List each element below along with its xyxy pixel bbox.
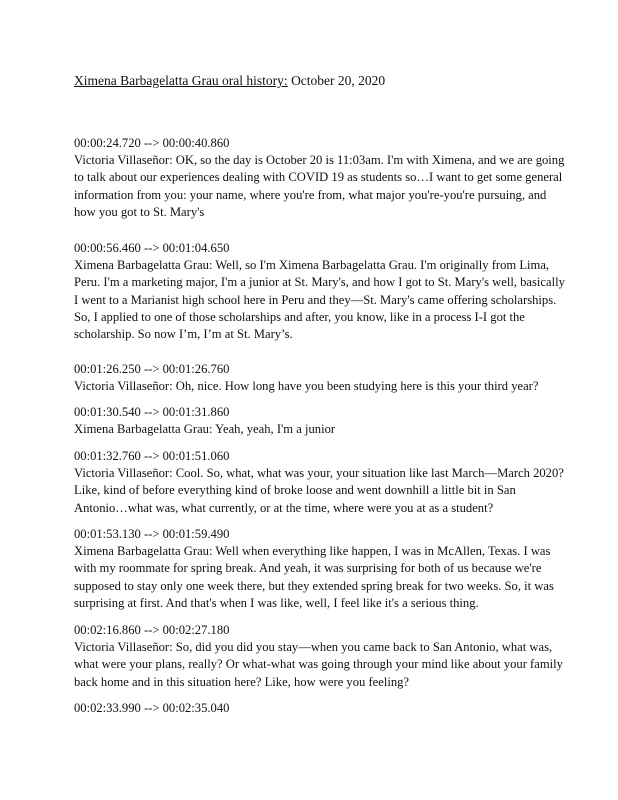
transcript-entry	[74, 404, 564, 438]
transcript-entry	[74, 240, 564, 343]
entry-line: Ximena Barbagelatta Grau: Well when everything like happen, I was in McAllen, Texas. I was	[74, 544, 551, 559]
title-subject: Ximena Barbagelatta Grau oral history:	[74, 73, 288, 88]
entry-timestamp: 00:01:26.250 --> 00:01:26.760	[74, 362, 230, 376]
entry-line: Peru. I'm a marketing major, I'm a junior at St. Mary's, and how I got to St. Mary's well, basically	[74, 275, 565, 290]
entry-line: Antonio…what was, what currently, or at the time, where were you at as a student?	[74, 500, 494, 515]
transcript-entry	[74, 526, 564, 612]
entry-line: scholarship. So now I’m, I’m at St. Mary’s.	[74, 327, 293, 342]
entry-line: Victoria Villaseñor: So, did you did you stay—when you came back to San Antonio, what was,	[74, 640, 553, 655]
entry-timestamp: 00:01:32.760 --> 00:01:51.060	[74, 449, 230, 463]
entry-timestamp: 00:00:24.720 --> 00:00:40.860	[74, 136, 230, 150]
transcript-entry	[74, 448, 564, 517]
entry-line: surprising at first. And that's when I was like, well, I feel like it's a serious thing.	[74, 595, 479, 610]
entry-line: Victoria Villaseñor: Oh, nice. How long have you been studying here is this your third year?	[74, 379, 539, 394]
transcript-entry	[74, 622, 564, 691]
entry-line: supposed to stay only one week there, but they extended spring break for two weeks. So, it was	[74, 578, 554, 593]
entry-line: I went to a Marianist high school here in Peru and they—St. Mary's came offering scholarships.	[74, 292, 557, 307]
entry-line: Ximena Barbagelatta Grau: Yeah, yeah, I'm a junior	[74, 422, 336, 437]
transcript-entry	[74, 361, 564, 395]
entry-line: Victoria Villaseñor: Cool. So, what, what was your, your situation like last March—March 2020?	[74, 466, 564, 481]
entry-line: Victoria Villaseñor: OK, so the day is October 20 is 11:03am. I'm with Ximena, and we are going	[74, 153, 565, 168]
document-title	[74, 72, 385, 89]
entry-line: So, I applied to one of those scholarships and after, you know, like in a process I-I got the	[74, 309, 525, 324]
entry-timestamp: 00:02:16.860 --> 00:02:27.180	[74, 623, 230, 637]
entry-line: what were your plans, really? Or what-what was going through your mind like about your family	[74, 657, 563, 672]
entry-line: to talk about our experiences dealing with COVID 19 as students so…I want to get some general	[74, 170, 563, 185]
transcript-entry	[74, 700, 564, 717]
entry-timestamp: 00:01:30.540 --> 00:01:31.860	[74, 405, 230, 419]
entry-timestamp: 00:01:53.130 --> 00:01:59.490	[74, 527, 230, 541]
entry-line: with my roommate for spring break. And yeah, it was surprising for both of us because we're	[74, 561, 542, 576]
entry-timestamp: 00:00:56.460 --> 00:01:04.650	[74, 241, 230, 255]
title-date: October 20, 2020	[287, 73, 386, 88]
entry-line: how you got to St. Mary's	[74, 204, 205, 219]
transcript-entry	[74, 135, 564, 221]
entry-line: Like, kind of before everything kind of broke loose and went downhill a little bit in San	[74, 483, 516, 498]
entry-timestamp: 00:02:33.990 --> 00:02:35.040	[74, 701, 230, 715]
entry-line: Ximena Barbagelatta Grau: Well, so I'm Ximena Barbagelatta Grau. I'm originally from Lima,	[74, 258, 550, 273]
entry-line: information from you: your name, where you're from, what major you're-you're pursuing, and	[74, 187, 547, 202]
entry-line: back home and in this situation here? Like, how were you feeling?	[74, 674, 410, 689]
